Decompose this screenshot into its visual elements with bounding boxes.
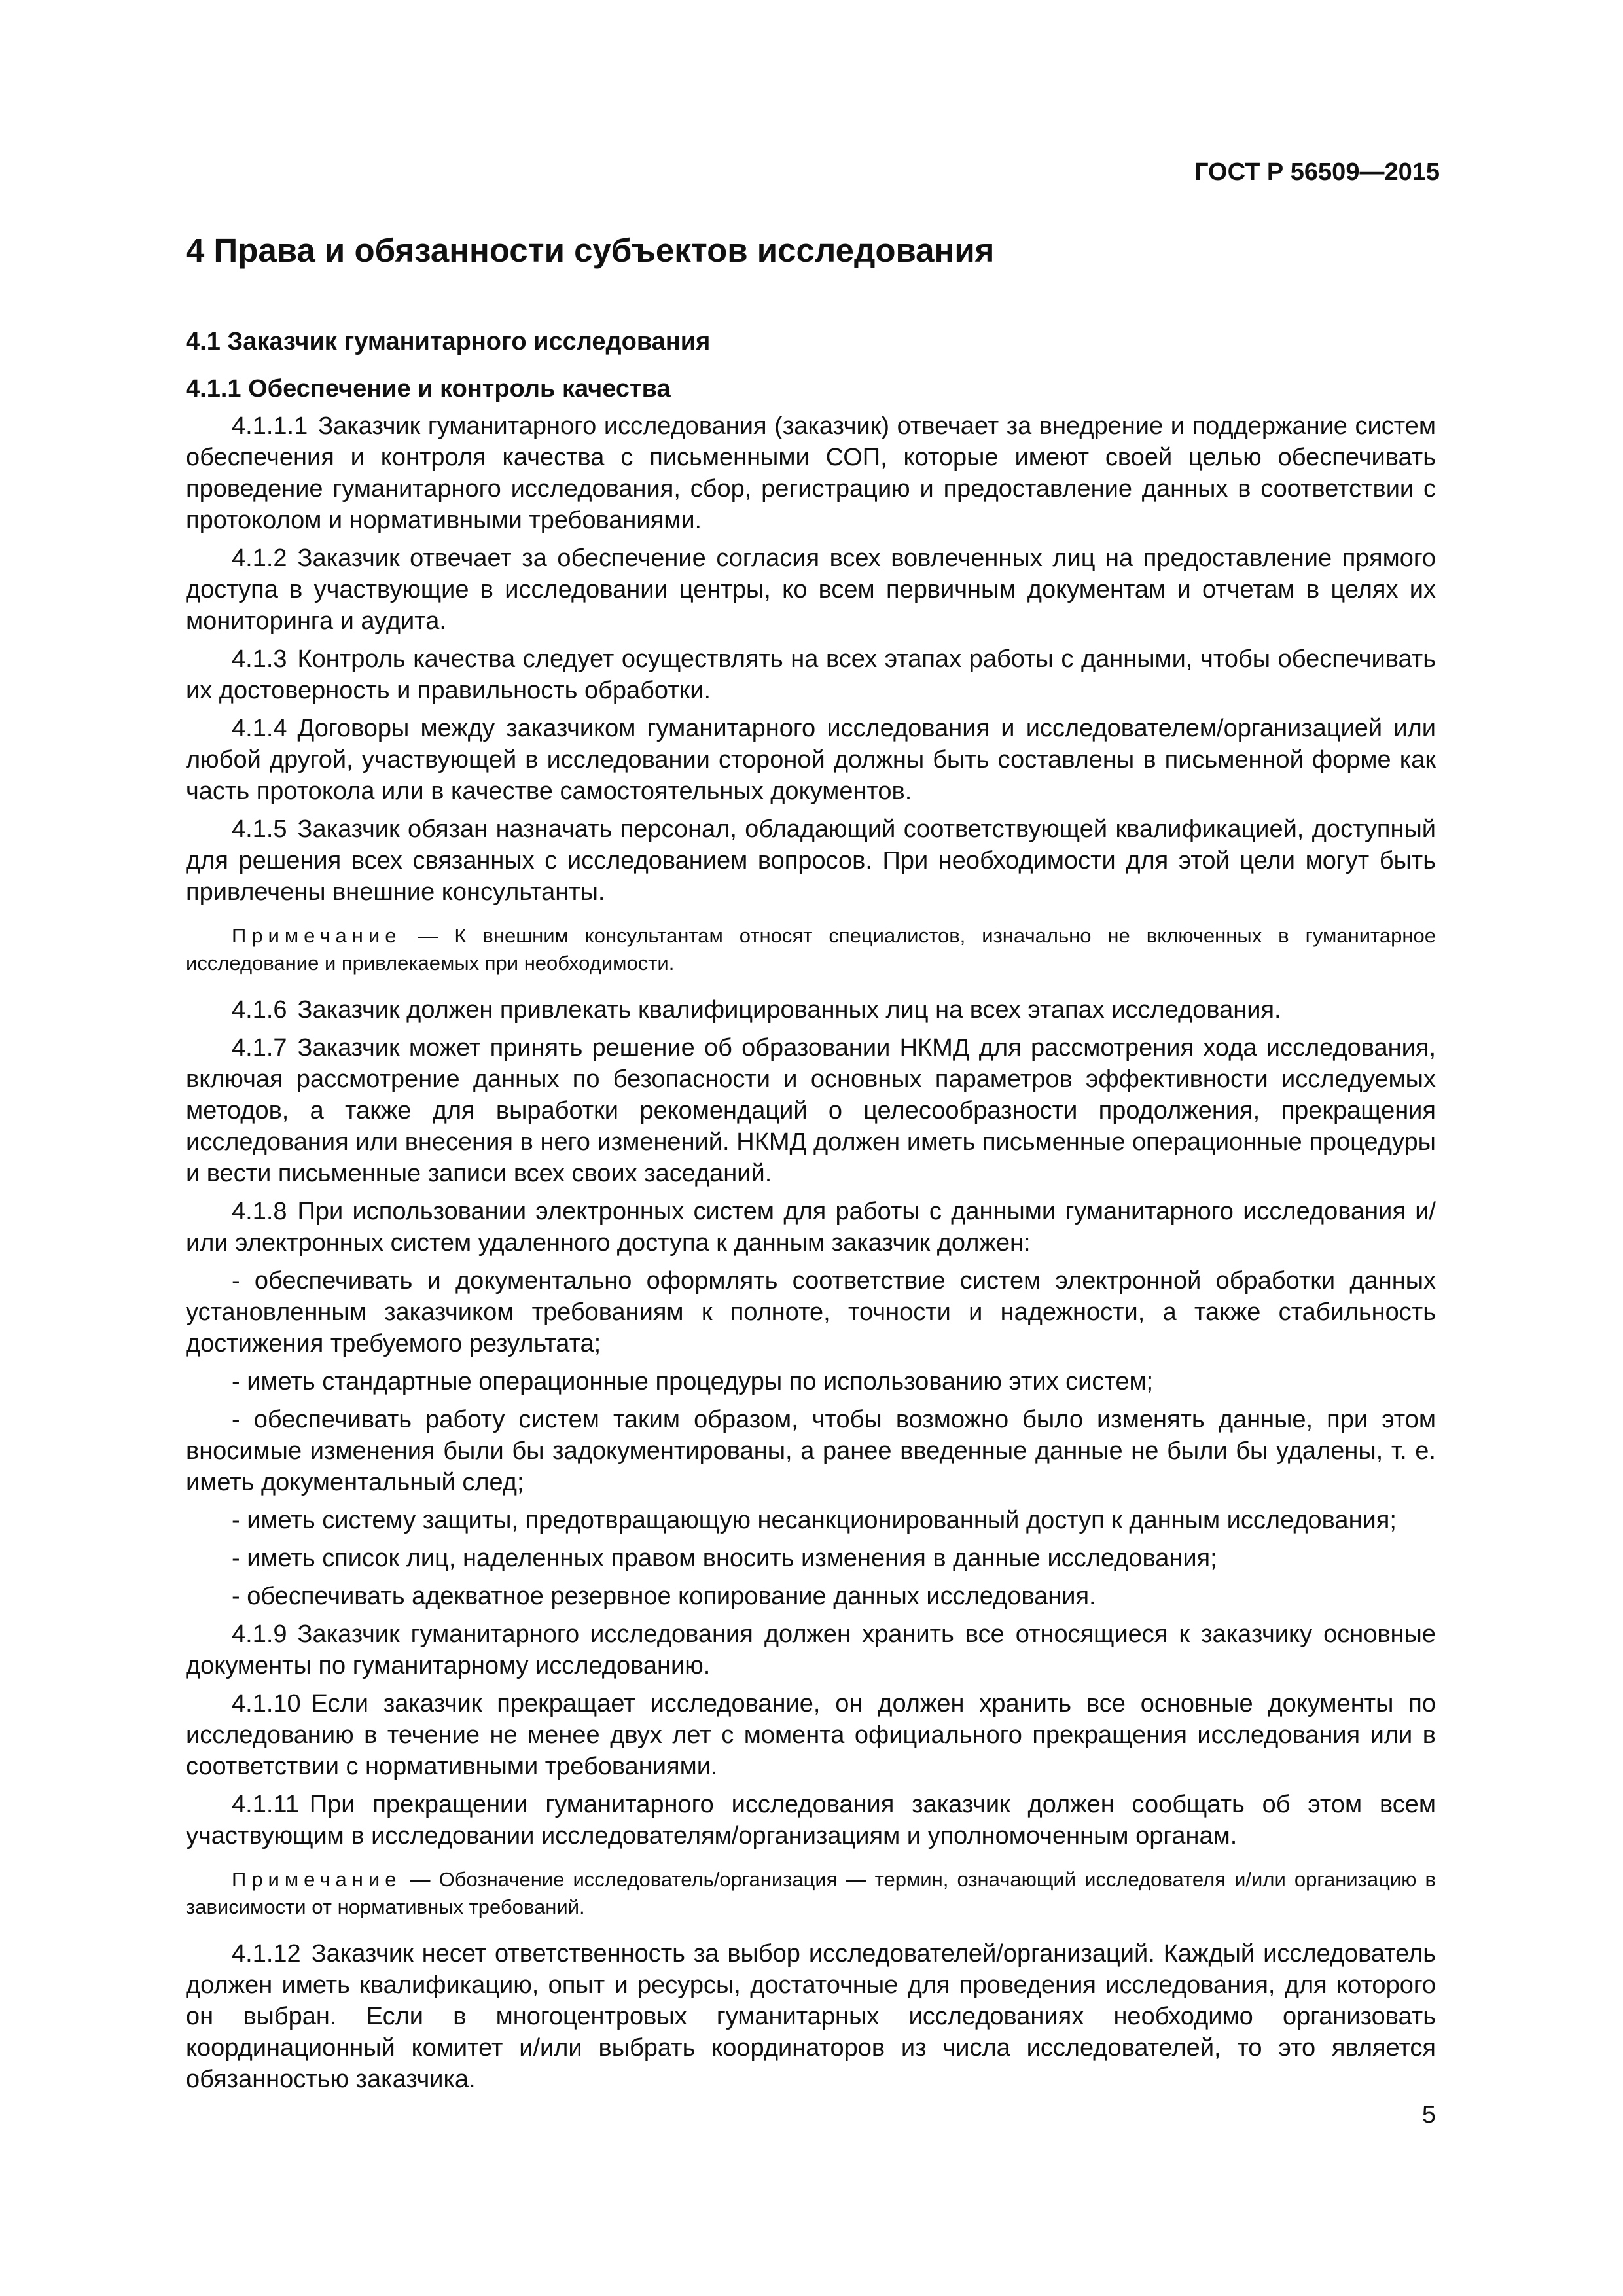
note-text: — К внешним консультантам относят специалистов, изначально не включенных в гуманитарное исследование и привлекаемых при необходимости. [186, 924, 1436, 975]
clause-4-1-7 [186, 1032, 1436, 1189]
clause-number: 4.1.5 [232, 816, 287, 844]
clause-text: Договоры между заказчиком гуманитарного исследования и исследователем/организацией или любой другой, участвующей в исследовании стороной должны быть составлены в письменной форме как часть протокола или в качестве самостоятельных документов. [186, 715, 1436, 806]
clause-number: 4.1.9 [232, 1621, 287, 1649]
clause-4-1-12 [186, 1938, 1436, 2095]
clause-text: Заказчик отвечает за обеспечение согласия всех вовлеченных лиц на предоставление прямого доступа в участвующие в исследовании центры, ко всем первичным документам и отчетам в целях их мониторинга и аудита. [186, 545, 1436, 636]
clause-number: 4.1.12 [232, 1940, 301, 1968]
clause-number: 4.1.1.1 [232, 412, 308, 440]
clause-text: Заказчик должен привлекать квалифицированных лиц на всех этапах исследования. [297, 996, 1281, 1024]
clause-text: При прекращении гуманитарного исследования заказчик должен сообщать об этом всем участвующим в исследовании исследователям/организациям и уполномоченным органам. [186, 1791, 1436, 1850]
clause-4-1-8 [186, 1196, 1436, 1259]
clause-text: Заказчик может принять решение об образовании НКМД для рассмотрения хода исследования, включая рассмотрение данных по безопасности и основных параметров эффективности исследуемых методов, а также для выработки рекомендаций о целесообразности продолжения, прекращения исследования или внесения в него изменений. НКМД должен иметь письменные операционные процедуры и вести письменные записи всех своих заседаний. [186, 1034, 1436, 1188]
clause-4-1-10 [186, 1688, 1436, 1782]
note-1 [186, 922, 1436, 977]
document-header-id: ГОСТ Р 56509—2015 [1194, 158, 1440, 186]
clause-number: 4.1.4 [232, 715, 287, 743]
requirements-list [186, 1265, 1436, 1612]
clause-number: 4.1.7 [232, 1034, 287, 1062]
clause-number: 4.1.8 [232, 1198, 287, 1226]
note-text: — Обозначение исследователь/организация — термин, означающий исследователя и/или организацию в зависимости от нормативных требований. [186, 1868, 1436, 1919]
clause-4-1-11 [186, 1789, 1436, 1852]
subsection-heading: 4.1 Заказчик гуманитарного исследования [186, 328, 711, 356]
clause-text: Заказчик обязан назначать персонал, обладающий соответствующей квалификацией, доступный для решения всех связанных с исследованием вопросов. При необходимости для этой цели могут быть привлечены внешние консультанты. [186, 816, 1436, 906]
section-heading: 4 Права и обязанности субъектов исследования [186, 232, 995, 269]
clause-4-1-9 [186, 1619, 1436, 1681]
clause-number: 4.1.6 [232, 996, 287, 1024]
list-item: - иметь стандартные операционные процедуры по использованию этих систем; [232, 1368, 1154, 1396]
clause-4-1-2 [186, 543, 1436, 637]
clause-4-1-5 [186, 814, 1436, 908]
clause-text: Если заказчик прекращает исследование, он должен хранить все основные документы по исследованию в течение не менее двух лет с момента официального прекращения исследования или в соответствии с нормативными требованиями. [186, 1690, 1436, 1781]
note-2 [186, 1866, 1436, 1921]
document-body [186, 229, 1436, 2102]
clause-text: Контроль качества следует осуществлять на всех этапах работы с данными, чтобы обеспечивать их достоверность и правильность обработки. [186, 645, 1436, 705]
clause-text: При использовании электронных систем для работы с данными гуманитарного исследования и/или электронных систем удаленного доступа к данным заказчик должен: [186, 1198, 1436, 1257]
clause-text: Заказчик гуманитарного исследования должен хранить все относящиеся к заказчику основные документы по гуманитарному исследованию. [186, 1621, 1436, 1680]
clause-4-1-3 [186, 643, 1436, 706]
list-item: - обеспечивать адекватное резервное копирование данных исследования. [232, 1583, 1096, 1611]
clause-number: 4.1.2 [232, 545, 287, 573]
list-item: - иметь список лиц, наделенных правом вносить изменения в данные исследования; [232, 1545, 1217, 1573]
clause-4-1-1-1 [186, 410, 1436, 536]
list-item: - обеспечивать и документально оформлять соответствие систем электронной обработки данных установленным заказчиком требованиям к полноте, точности и надежности, а также стабильность достижения требуемого результата; [186, 1267, 1436, 1358]
clause-number: 4.1.11 [232, 1791, 299, 1819]
clause-number: 4.1.3 [232, 645, 287, 673]
note-label: Примечание [232, 1868, 402, 1892]
clause-text: Заказчик гуманитарного исследования (заказчик) отвечает за внедрение и поддержание систем обеспечения и контроля качества с письменными СОП, которые имеют своей целью обеспечивать проведение гуманитарного исследования, сбор, регистрацию и предоставление данных в соответствии с протоколом и нормативными требованиями. [186, 412, 1436, 535]
list-item: - обеспечивать работу систем таким образом, чтобы возможно было изменять данные, при этом вносимые изменения были бы задокументированы, а ранее введенные данные не были бы удалены, т. е. иметь документальный след; [186, 1406, 1436, 1497]
note-label: Примечание [232, 924, 402, 948]
clause-4-1-4 [186, 713, 1436, 807]
clause-text: Заказчик несет ответственность за выбор исследователей/организаций. Каждый исследователь должен иметь квалификацию, опыт и ресурсы, достаточные для проведения исследования, для которого он выбран. Если в многоцентровых гуманитарных исследованиях необходимо организовать координационный комитет и/или выбрать координаторов из числа исследователей, то это является обязанностью заказчика. [186, 1940, 1436, 2094]
clause-number: 4.1.10 [232, 1690, 301, 1718]
clause-4-1-6 [186, 994, 1436, 1026]
page-number: 5 [1421, 2101, 1436, 2128]
subsubsection-heading: 4.1.1 Обеспечение и контроль качества [186, 374, 671, 403]
list-item: - иметь систему защиты, предотвращающую несанкционированный доступ к данным исследования; [232, 1507, 1397, 1535]
